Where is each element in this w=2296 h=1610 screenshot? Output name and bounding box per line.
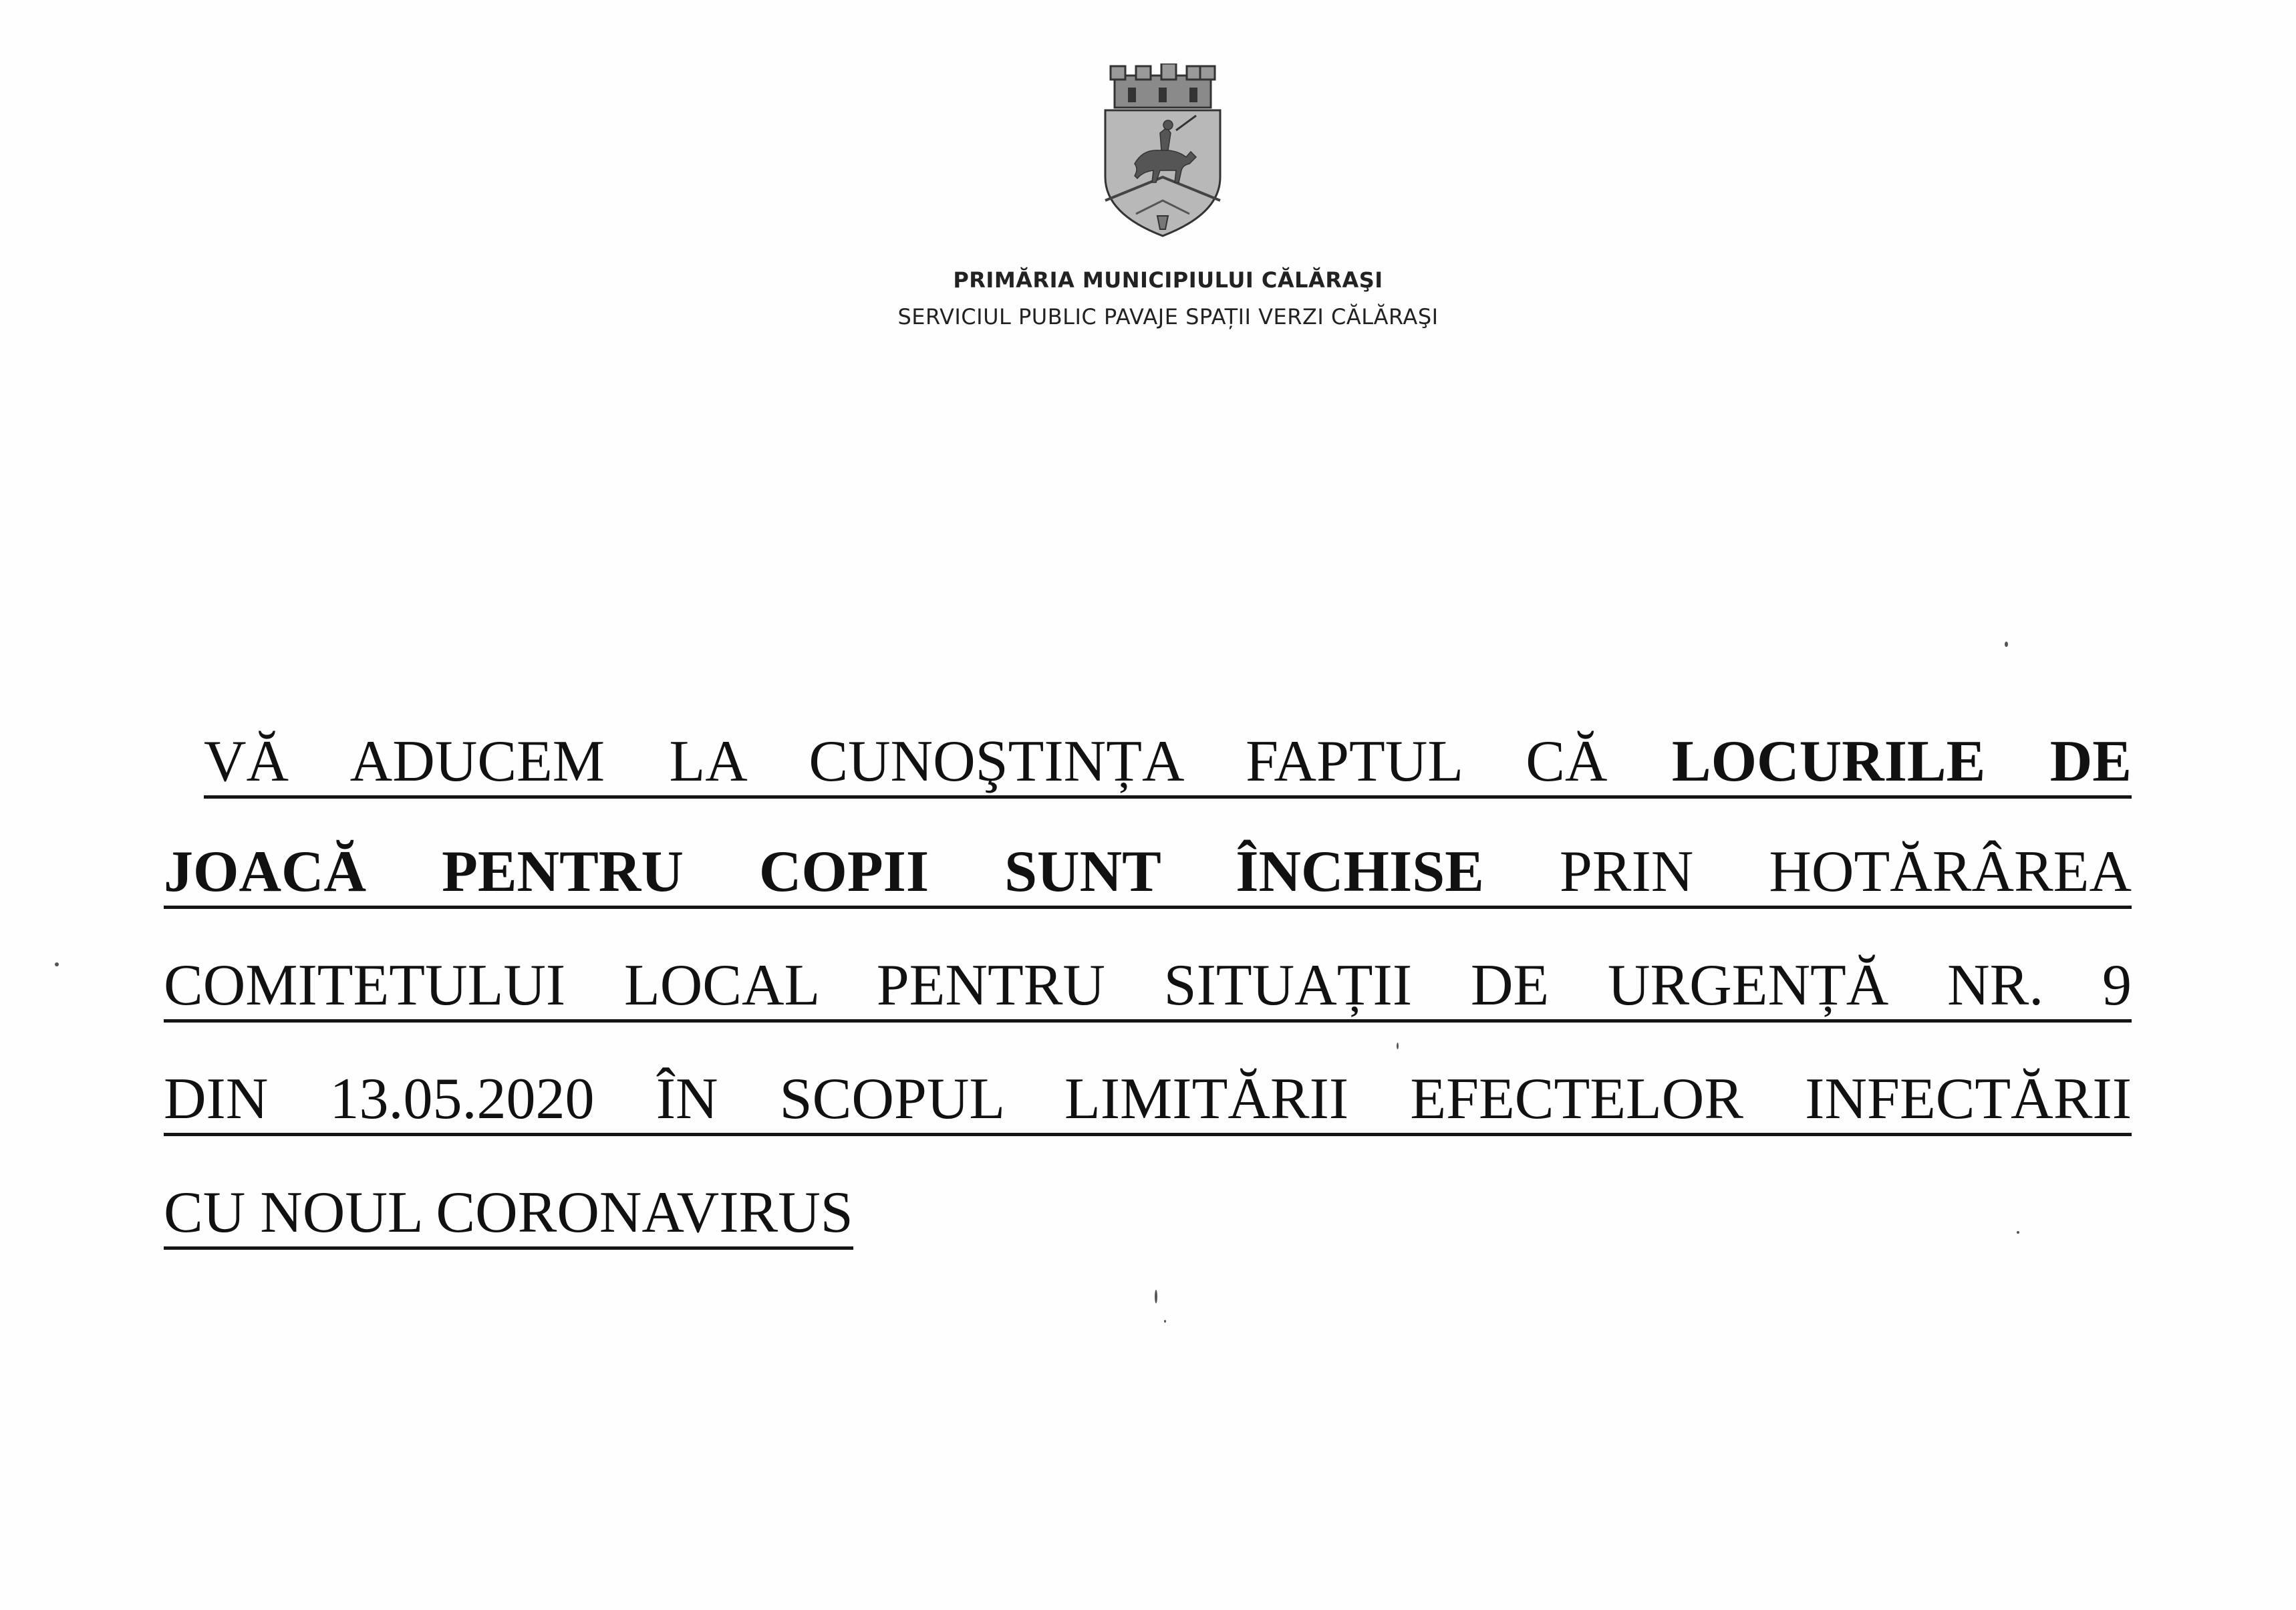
scan-speck <box>55 962 59 966</box>
notice-line-2-bold: JOACĂ PENTRU COPII SUNT ÎNCHISE <box>164 839 1484 904</box>
department-subtitle: SERVICIUL PUBLIC PAVAJE SPAȚII VERZI CĂLĂRAŞI <box>897 304 1439 329</box>
city-coat-of-arms-icon <box>1096 63 1230 241</box>
scan-speck <box>2017 1231 2019 1234</box>
scan-speck <box>1397 1043 1399 1049</box>
scan-speck <box>1155 1290 1157 1303</box>
notice-line-1 <box>204 728 2132 799</box>
notice-line-5: CU NOUL CORONAVIRUS <box>164 1180 853 1250</box>
notice-line-2 <box>164 839 2132 909</box>
scan-speck <box>1164 1320 1166 1323</box>
notice-line-3: COMITETULUI LOCAL PENTRU SITUAȚII DE URGENȚĂ NR. 9 <box>164 952 2132 1023</box>
notice-line-4: DIN 13.05.2020 ÎN SCOPUL LIMITĂRII EFECTELOR INFECTĂRII <box>164 1066 2132 1136</box>
notice-line-1-text: VĂ ADUCEM LA CUNOŞTINȚA FAPTUL CĂ <box>204 729 1672 794</box>
notice-line-2-text: PRIN HOTĂRÂREA <box>1483 839 2132 904</box>
mural-crown <box>1111 63 1215 108</box>
institution-title: PRIMĂRIA MUNICIPIULUI CĂLĂRAŞI <box>953 267 1383 293</box>
scan-speck <box>2005 642 2008 647</box>
notice-line-1-bold: LOCURILE DE <box>1671 729 2132 794</box>
